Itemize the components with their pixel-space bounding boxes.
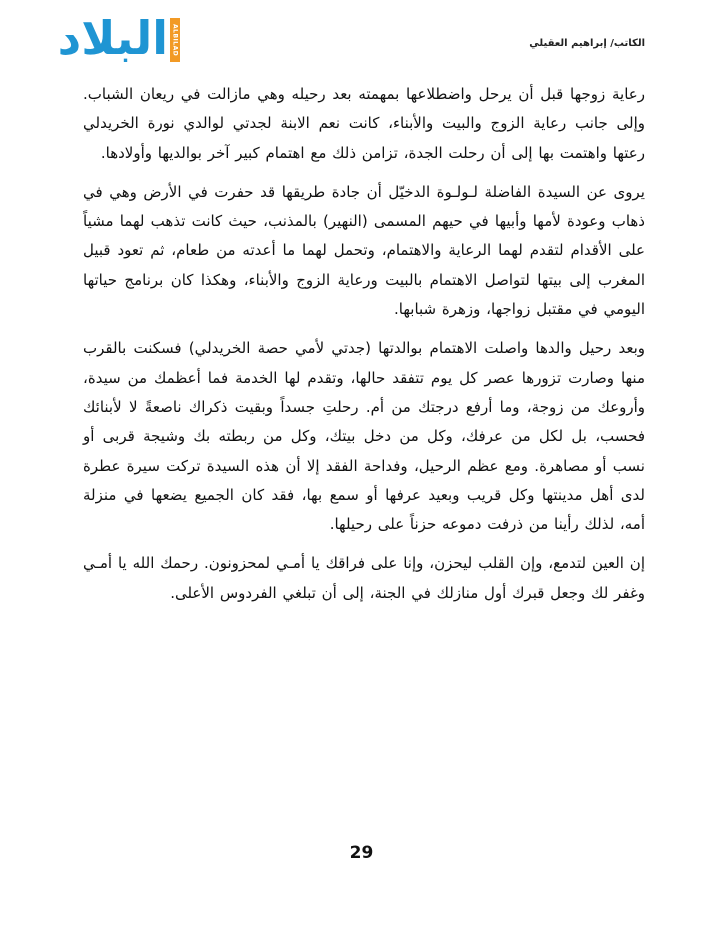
author-line: الكاتب/ إبراهيم العقيلي — [529, 38, 645, 49]
article-body — [83, 80, 645, 618]
paragraph: وبعد رحيل والدها واصلت الاهتمام بوالدتها (جدتي لأمي حصة الخريدلي) فسكنت بالقرب منها وصارت تزورها عصر كل يوم تتفقد حالها، وتقدم لها الخدمة فما أعظمك من سيدة، وأروعك من زوجة، وما أرفع درجتك من أم. رحلتِ جسداً وبقيت ذكراك ناصعةً لا لأبنائك فحسب، بل لكل من عرفك، وكل من دخل بيتك، وكل من ربطته بك وشيجة قربى أو نسب أو مصاهرة. ومع عظم الرحيل، وفداحة الفقد إلا أن هذه السيدة تركت سيرة عطرة لدى أهل مدينتها وكل قريب وبعيد عرفها أو سمع بها، فقد كان الجميع يضعها في منزلة أمه، لذلك رأينا من ذرفت دموعه حزناً على رحيلها. — [83, 339, 645, 534]
logo-tagline: ALBILAD — [170, 18, 180, 62]
paragraph: إن العين لتدمع، وإن القلب ليحزن، وإنا على فراقك يا أمـي لمحزونون. رحمك الله يا أمـي وغفر لك وجعل قبرك أول منازلك في الجنة، إلى أن تبلغي الفردوس الأعلى. — [83, 554, 645, 602]
paragraph: رعاية زوجها قبل أن يرحل واضطلاعها بمهمته بعد رحيله وهي مازالت في ريعان الشباب. وإلى جانب رعاية الزوج والبيت والأبناء، كانت نعم الابنة لجدتي لوالدي نورة الخريدلي رعتها واهتمت بها إلى أن رحلت الجدة، تزامن ذلك مع اهتمام كبير آخر بوالديها وأولادها. — [83, 85, 645, 162]
paragraph: يروى عن السيدة الفاضلة لـولـوة الدخيّل أن جادة طريقها قد حفرت في الأرض وهي في ذهاب وعودة لأمها وأبيها في حيهم المسمى (النهير) بالمذنب، حيث كانت تذهب لهما مشياً على الأقدام لتقدم لهما الرعاية والاهتمام، وتحمل لهما ما أعدته من طعام، ثم تعود قبيل المغرب إلى بيتها لتواصل الاهتمام بالبيت ورعاية الزوج والأبناء، وهكذا كان برنامج حياتها اليومي في مقتبل زواجها، وزهرة شبابها. — [83, 182, 645, 319]
albilad-logo — [48, 11, 180, 70]
page-number: 29 — [349, 843, 374, 863]
page-header — [0, 0, 723, 80]
logo-wordmark: البلاد — [57, 11, 168, 65]
